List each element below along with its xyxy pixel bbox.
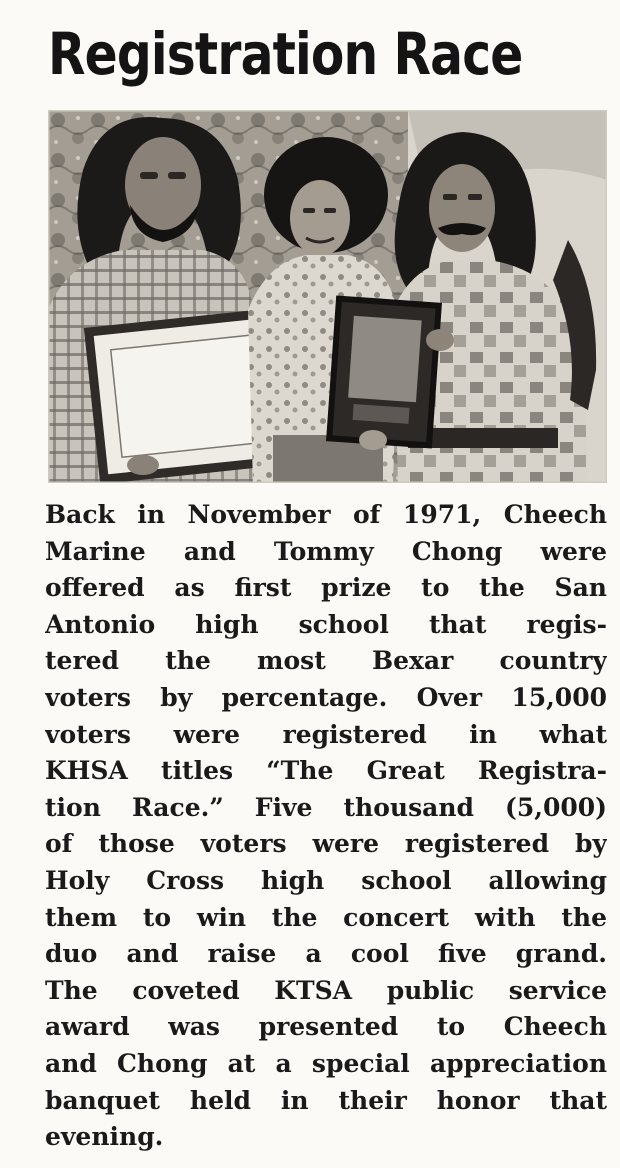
article-line: offered as first prize to the San: [45, 573, 607, 603]
article-body: [45, 497, 607, 1156]
article-line: Marine and Tommy Chong were: [45, 536, 607, 566]
headline: Registration Race: [48, 20, 523, 88]
article-line: of those voters were registered by: [45, 829, 607, 859]
article-line: duo and raise a cool five grand.: [45, 939, 607, 969]
article-line: Back in November of 1971, Cheech: [45, 500, 607, 529]
photo: [48, 110, 607, 483]
article-line: award was presented to Cheech: [45, 1012, 607, 1042]
article-line: banquet held in their honor that: [45, 1085, 607, 1115]
article-line: Holy Cross high school allowing: [45, 865, 607, 895]
article-line: them to win the concert with the: [45, 902, 607, 932]
article-line: tion Race.” Five thousand (5,000): [45, 792, 607, 822]
article-line: The coveted KTSA public service: [45, 975, 607, 1005]
article-line: tered the most Bexar country: [45, 646, 607, 676]
article-line: and Chong at a special appreciation: [45, 1048, 607, 1078]
article-line: voters were registered in what: [45, 719, 607, 749]
article-line: evening.: [45, 1122, 164, 1152]
article-line: voters by percentage. Over 15,000: [45, 682, 607, 712]
article-line: Antonio high school that regis-: [45, 609, 607, 639]
article-line: KHSA titles “The Great Registra-: [45, 756, 607, 786]
